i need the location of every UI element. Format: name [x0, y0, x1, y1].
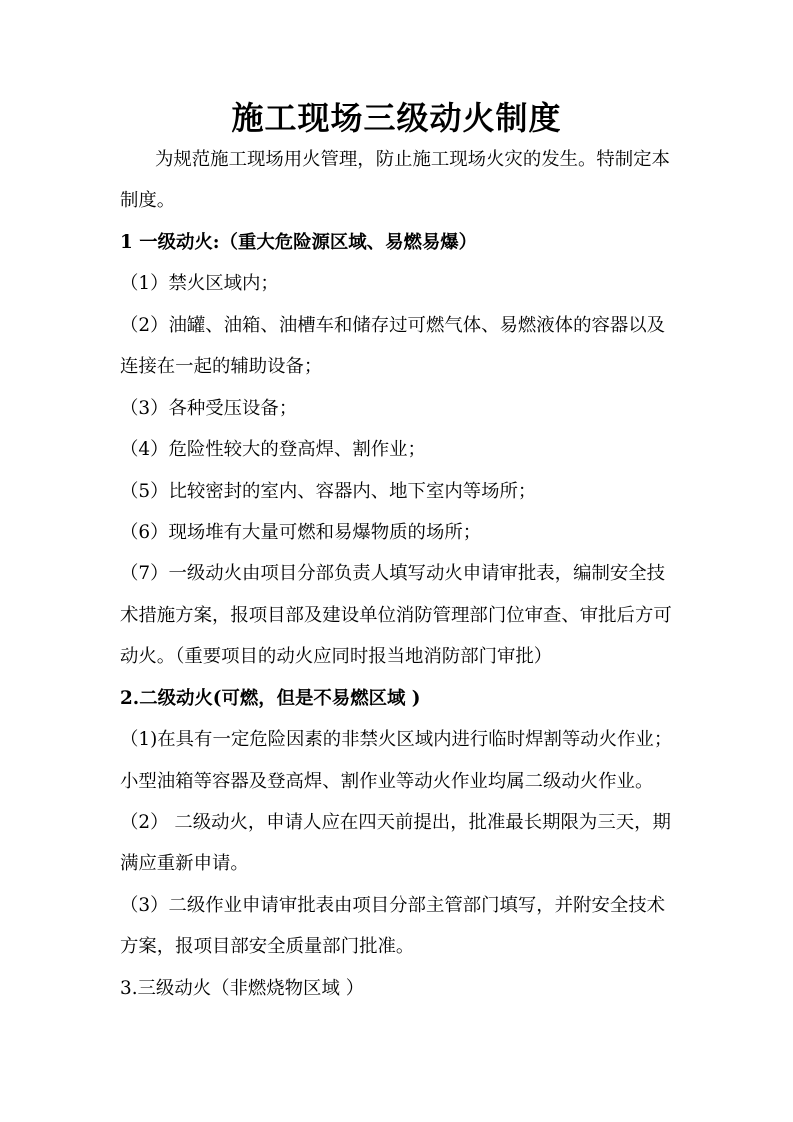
- section1-heading: 1 一级动火:（重大危险源区域、易燃易爆）: [120, 231, 478, 253]
- section1-line: （5）比较密封的室内、容器内、地下室内等场所；: [120, 480, 537, 502]
- section1-line: （3）各种受压设备；: [120, 397, 298, 419]
- section2-line: （1)在具有一定危险因素的非禁火区域内进行临时焊割等动火作业；: [120, 729, 673, 751]
- section1-line: 术措施方案，报项目部及建设单位消防管理部门位审查、审批后方可: [120, 604, 672, 626]
- section2-line: 满应重新申请。: [120, 853, 249, 875]
- section2-heading: 2.二级动火(可燃，但是不易燃区域 ): [120, 687, 421, 709]
- document-body: [120, 139, 680, 1009]
- section1-line: （6）现场堆有大量可燃和易爆物质的场所；: [120, 521, 482, 543]
- section1-line: 连接在一起的辅助设备；: [120, 356, 323, 378]
- section1-line: （1）禁火区域内；: [120, 273, 279, 295]
- intro-line: 为规范施工现场用火管理，防止施工现场火灾的发生。特制定本: [155, 149, 670, 170]
- section1-line: （7）一级动火由项目分部负责人填写动火申请审批表，编制安全技: [120, 563, 666, 585]
- section1-line: 动火。（重要项目的动火应同时报当地消防部门审批）: [120, 646, 553, 668]
- section3-heading: 3.三级动火（非燃烧物区域 ）: [120, 977, 365, 999]
- section2-line: （2） 二级动火，申请人应在四天前提出，批准最长期限为三天，期: [120, 812, 671, 833]
- section1-line: （2）油罐、油箱、油槽车和储存过可燃气体、易燃液体的容器以及: [120, 314, 666, 336]
- section2-line: 小型油箱等容器及登高焊、割作业等动火作业均属二级动火作业。: [120, 770, 654, 792]
- section2-line: 方案，报项目部安全质量部门批准。: [120, 936, 415, 958]
- section1-line: （4）危险性较大的登高焊、割作业；: [120, 439, 426, 461]
- document-title: 施工现场三级动火制度: [231, 99, 562, 137]
- section2-line: （3）二级作业申请审批表由项目分部主管部门填写，并附安全技术: [120, 894, 666, 916]
- intro-line: 制度。: [120, 190, 176, 212]
